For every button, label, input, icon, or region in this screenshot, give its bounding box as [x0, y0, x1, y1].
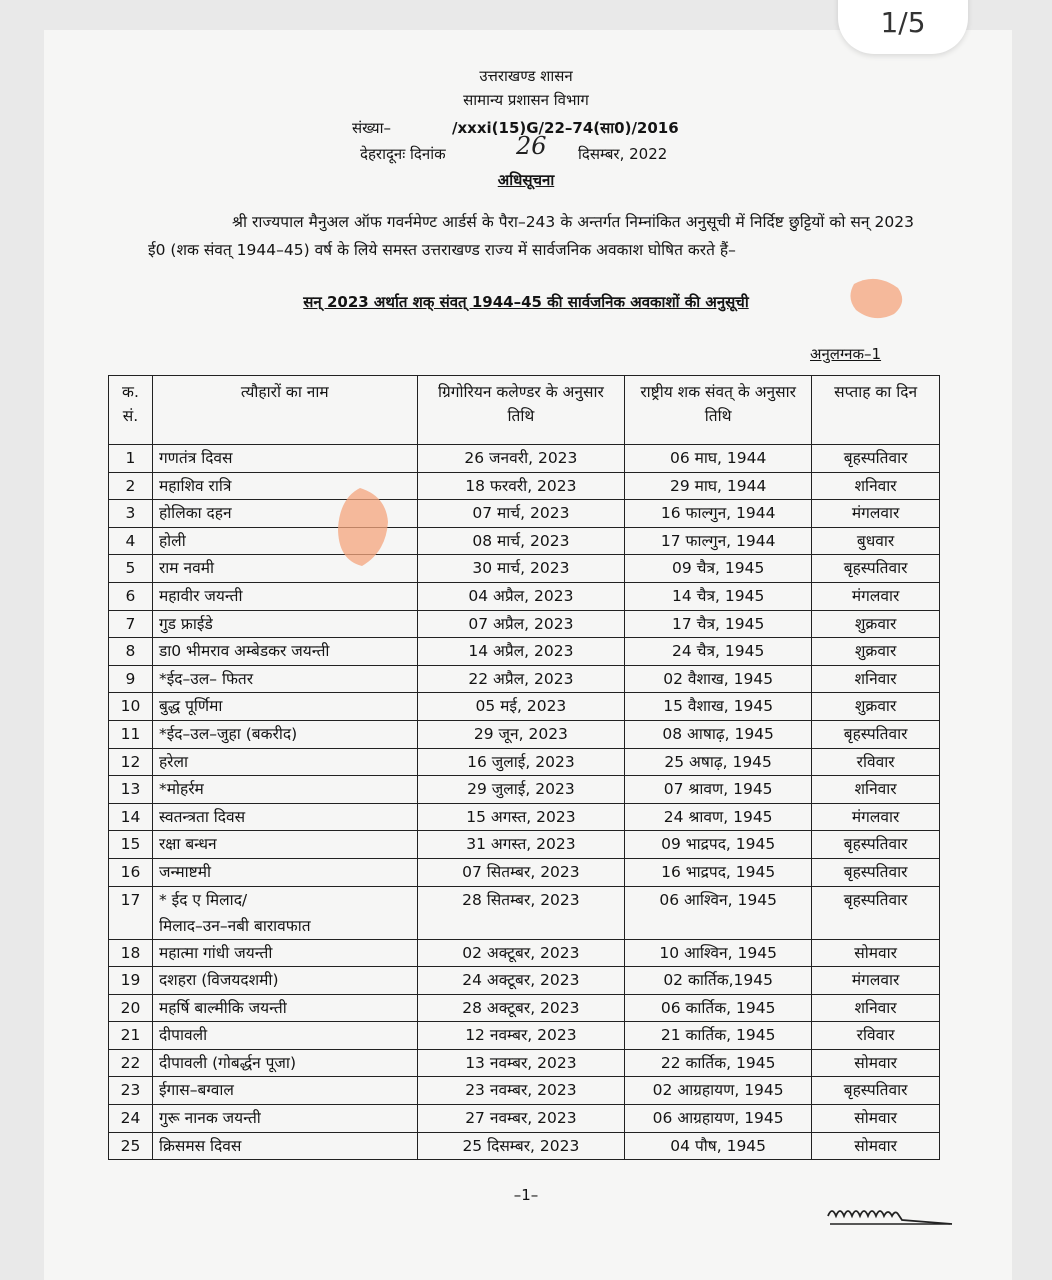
shaka-date-cell: 24 चैत्र, 1945	[625, 638, 812, 666]
table-row	[109, 858, 940, 886]
weekday-cell: बृहस्पतिवार	[812, 831, 940, 859]
table-row	[109, 886, 940, 939]
serial-cell: 22	[109, 1049, 153, 1077]
shaka-date-cell: 24 श्रावण, 1945	[625, 803, 812, 831]
table-row	[109, 967, 940, 995]
weekday-cell: सोमवार	[812, 1132, 940, 1160]
festival-name-cell: हरेला	[152, 748, 417, 776]
place-date-label: देहरादूनः दिनांक	[360, 145, 446, 163]
shaka-date-cell: 15 वैशाख, 1945	[625, 693, 812, 721]
festival-name-cell: रक्षा बन्धन	[152, 831, 417, 859]
table-row	[109, 939, 940, 967]
gregorian-date-cell: 27 नवम्बर, 2023	[417, 1105, 624, 1133]
gregorian-date-cell: 24 अक्टूबर, 2023	[417, 967, 624, 995]
table-header-row	[109, 376, 940, 445]
serial-cell: 5	[109, 555, 153, 583]
shaka-date-cell: 02 कार्तिक,1945	[625, 967, 812, 995]
ink-smudge	[336, 486, 390, 570]
weekday-cell: बृहस्पतिवार	[812, 555, 940, 583]
table-row	[109, 720, 940, 748]
table-row	[109, 1077, 940, 1105]
weekday-cell: मंगलवार	[812, 803, 940, 831]
signature-mark	[826, 1196, 976, 1230]
header-shaka-date: राष्ट्रीय शक संवत् के अनुसार तिथि	[625, 376, 812, 445]
festival-name-cell: महर्षि बाल्मीकि जयन्ती	[152, 994, 417, 1022]
shaka-date-cell: 17 चैत्र, 1945	[625, 610, 812, 638]
table-row	[109, 1049, 940, 1077]
serial-cell: 10	[109, 693, 153, 721]
weekday-cell: सोमवार	[812, 939, 940, 967]
weekday-cell: शनिवार	[812, 994, 940, 1022]
page-indicator: 1/5	[838, 0, 968, 54]
table-row	[109, 638, 940, 666]
festival-name-cell: गणतंत्र दिवस	[152, 445, 417, 473]
table-row	[109, 831, 940, 859]
shaka-date-cell: 10 आश्विन, 1945	[625, 939, 812, 967]
table-row	[109, 1132, 940, 1160]
reference-label: संख्या–	[352, 119, 392, 137]
gregorian-date-cell: 15 अगस्त, 2023	[417, 803, 624, 831]
weekday-cell: बृहस्पतिवार	[812, 720, 940, 748]
serial-cell: 25	[109, 1132, 153, 1160]
serial-cell: 8	[109, 638, 153, 666]
festival-name-cell: *मोहर्रम	[152, 776, 417, 804]
table-row	[109, 776, 940, 804]
header-serial: क. सं.	[109, 376, 153, 445]
serial-cell: 21	[109, 1022, 153, 1050]
schedule-title: सन् 2023 अर्थात शक् संवत् 1944–45 की सार्वजनिक अवकाशों की अनुसूची	[303, 293, 749, 311]
gregorian-date-cell: 07 अप्रैल, 2023	[417, 610, 624, 638]
serial-cell: 2	[109, 472, 153, 500]
gregorian-date-cell: 25 दिसम्बर, 2023	[417, 1132, 624, 1160]
serial-cell: 7	[109, 610, 153, 638]
government-name: उत्तराखण्ड शासन	[479, 67, 573, 85]
festival-name-cell: दशहरा (विजयदशमी)	[152, 967, 417, 995]
weekday-cell: शुक्रवार	[812, 693, 940, 721]
serial-cell: 19	[109, 967, 153, 995]
gregorian-date-cell: 13 नवम्बर, 2023	[417, 1049, 624, 1077]
weekday-cell: मंगलवार	[812, 582, 940, 610]
notification-body: श्री राज्यपाल मैनुअल ऑफ गवर्नमेण्ट आर्डर्स के पैरा–243 के अन्तर्गत निम्नांकित अनुसूची में निर्दिष्ट छुट्टियों को सन् 2023 ई0 (शक संवत् 1944–45) वर्ष के लिये समस्त उत्तराखण्ड राज्य में सार्वजनिक अवकाश घोषित करते हैं–	[148, 213, 914, 259]
serial-cell: 6	[109, 582, 153, 610]
gregorian-date-cell: 28 सितम्बर, 2023	[417, 886, 624, 939]
serial-cell: 20	[109, 994, 153, 1022]
notification-heading: अधिसूचना	[497, 171, 555, 189]
shaka-date-cell: 08 आषाढ़, 1945	[625, 720, 812, 748]
festival-name-cell: बुद्ध पूर्णिमा	[152, 693, 417, 721]
weekday-cell: रविवार	[812, 748, 940, 776]
shaka-date-cell: 06 आग्रहायण, 1945	[625, 1105, 812, 1133]
shaka-date-cell: 25 अषाढ़, 1945	[625, 748, 812, 776]
department-name: सामान्य प्रशासन विभाग	[463, 91, 589, 109]
holiday-table	[108, 375, 940, 1160]
serial-cell: 1	[109, 445, 153, 473]
festival-name-cell	[152, 886, 417, 939]
weekday-cell: रविवार	[812, 1022, 940, 1050]
weekday-cell: सोमवार	[812, 1105, 940, 1133]
festival-name-line: मिलाद–उन–नबी बारावफात	[158, 916, 311, 935]
weekday-cell: बृहस्पतिवार	[812, 1077, 940, 1105]
gregorian-date-cell: 31 अगस्त, 2023	[417, 831, 624, 859]
festival-name-cell: दीपावली	[152, 1022, 417, 1050]
shaka-date-cell: 22 कार्तिक, 1945	[625, 1049, 812, 1077]
shaka-date-cell: 09 भाद्रपद, 1945	[625, 831, 812, 859]
serial-cell: 4	[109, 527, 153, 555]
serial-cell: 13	[109, 776, 153, 804]
serial-cell: 16	[109, 858, 153, 886]
table-row	[109, 994, 940, 1022]
weekday-cell: मंगलवार	[812, 500, 940, 528]
weekday-cell: शनिवार	[812, 776, 940, 804]
festival-name-cell: ईगास–बग्वाल	[152, 1077, 417, 1105]
header-weekday: सप्ताह का दिन	[812, 376, 940, 445]
gregorian-date-cell: 28 अक्टूबर, 2023	[417, 994, 624, 1022]
table-row	[109, 527, 940, 555]
shaka-date-cell: 06 माघ, 1944	[625, 445, 812, 473]
table-row	[109, 803, 940, 831]
festival-name-cell: होलिका दहन	[152, 500, 417, 528]
festival-name-line: * ईद ए मिलाद/	[158, 890, 248, 909]
gregorian-date-cell: 22 अप्रैल, 2023	[417, 665, 624, 693]
serial-cell: 24	[109, 1105, 153, 1133]
table-row	[109, 472, 940, 500]
gregorian-date-cell: 07 सितम्बर, 2023	[417, 858, 624, 886]
shaka-date-cell: 16 फाल्गुन, 1944	[625, 500, 812, 528]
festival-name-cell: जन्माष्टमी	[152, 858, 417, 886]
table-row	[109, 500, 940, 528]
festival-name-cell: स्वतन्त्रता दिवस	[152, 803, 417, 831]
shaka-date-cell: 16 भाद्रपद, 1945	[625, 858, 812, 886]
weekday-cell: शनिवार	[812, 472, 940, 500]
gregorian-date-cell: 05 मई, 2023	[417, 693, 624, 721]
festival-name-cell: महात्मा गांधी जयन्ती	[152, 939, 417, 967]
shaka-date-cell: 07 श्रावण, 1945	[625, 776, 812, 804]
gregorian-date-cell: 16 जुलाई, 2023	[417, 748, 624, 776]
serial-cell: 12	[109, 748, 153, 776]
handwritten-date: 26	[516, 132, 547, 160]
shaka-date-cell: 09 चैत्र, 1945	[625, 555, 812, 583]
shaka-date-cell: 04 पौष, 1945	[625, 1132, 812, 1160]
gregorian-date-cell: 07 मार्च, 2023	[417, 500, 624, 528]
gregorian-date-cell: 29 जुलाई, 2023	[417, 776, 624, 804]
festival-name-cell: दीपावली (गोबर्द्धन पूजा)	[152, 1049, 417, 1077]
weekday-cell: बुधवार	[812, 527, 940, 555]
month-year: दिसम्बर, 2022	[578, 145, 668, 163]
serial-cell: 17	[109, 886, 153, 939]
serial-cell: 11	[109, 720, 153, 748]
gregorian-date-cell: 12 नवम्बर, 2023	[417, 1022, 624, 1050]
serial-cell: 23	[109, 1077, 153, 1105]
serial-cell: 3	[109, 500, 153, 528]
page-number: –1–	[513, 1186, 539, 1204]
serial-cell: 18	[109, 939, 153, 967]
festival-name-cell: गुड फ्राईडे	[152, 610, 417, 638]
weekday-cell: बृहस्पतिवार	[812, 886, 940, 939]
festival-name-cell: गुरू नानक जयन्ती	[152, 1105, 417, 1133]
header-gregorian-date: ग्रिगोरियन कलेण्डर के अनुसार तिथि	[417, 376, 624, 445]
ink-smudge	[848, 276, 906, 322]
shaka-date-cell: 29 माघ, 1944	[625, 472, 812, 500]
festival-name-cell: *ईद–उल–जुहा (बकरीद)	[152, 720, 417, 748]
shaka-date-cell: 17 फाल्गुन, 1944	[625, 527, 812, 555]
festival-name-cell: राम नवमी	[152, 555, 417, 583]
weekday-cell: बृहस्पतिवार	[812, 858, 940, 886]
table-row	[109, 445, 940, 473]
table-row	[109, 748, 940, 776]
weekday-cell: शनिवार	[812, 665, 940, 693]
festival-name-cell: महाशिव रात्रि	[152, 472, 417, 500]
table-row	[109, 610, 940, 638]
shaka-date-cell: 02 वैशाख, 1945	[625, 665, 812, 693]
reference-number: /xxxi(15)G/22–74(सा0)/2016	[452, 119, 679, 137]
festival-name-cell: क्रिसमस दिवस	[152, 1132, 417, 1160]
gregorian-date-cell: 02 अक्टूबर, 2023	[417, 939, 624, 967]
gregorian-date-cell: 30 मार्च, 2023	[417, 555, 624, 583]
festival-name-cell: *ईद–उल– फितर	[152, 665, 417, 693]
shaka-date-cell: 06 कार्तिक, 1945	[625, 994, 812, 1022]
weekday-cell: मंगलवार	[812, 967, 940, 995]
table-row	[109, 1105, 940, 1133]
weekday-cell: शुक्रवार	[812, 610, 940, 638]
table-row	[109, 665, 940, 693]
annexure-label: अनुलग्नक–1	[810, 345, 882, 363]
shaka-date-cell: 06 आश्विन, 1945	[625, 886, 812, 939]
festival-name-cell: डा0 भीमराव अम्बेडकर जयन्ती	[152, 638, 417, 666]
table-row	[109, 582, 940, 610]
festival-name-cell: महावीर जयन्ती	[152, 582, 417, 610]
header-festival-name: त्यौहारों का नाम	[152, 376, 417, 445]
shaka-date-cell: 02 आग्रहायण, 1945	[625, 1077, 812, 1105]
gregorian-date-cell: 14 अप्रैल, 2023	[417, 638, 624, 666]
weekday-cell: बृहस्पतिवार	[812, 445, 940, 473]
serial-cell: 14	[109, 803, 153, 831]
serial-cell: 9	[109, 665, 153, 693]
gregorian-date-cell: 26 जनवरी, 2023	[417, 445, 624, 473]
holiday-table-body	[109, 445, 940, 1160]
serial-cell: 15	[109, 831, 153, 859]
festival-name-cell: होली	[152, 527, 417, 555]
gregorian-date-cell: 23 नवम्बर, 2023	[417, 1077, 624, 1105]
shaka-date-cell: 21 कार्तिक, 1945	[625, 1022, 812, 1050]
shaka-date-cell: 14 चैत्र, 1945	[625, 582, 812, 610]
weekday-cell: सोमवार	[812, 1049, 940, 1077]
table-row	[109, 693, 940, 721]
table-row	[109, 1022, 940, 1050]
gregorian-date-cell: 04 अप्रैल, 2023	[417, 582, 624, 610]
gregorian-date-cell: 18 फरवरी, 2023	[417, 472, 624, 500]
table-row	[109, 555, 940, 583]
gregorian-date-cell: 08 मार्च, 2023	[417, 527, 624, 555]
weekday-cell: शुक्रवार	[812, 638, 940, 666]
gregorian-date-cell: 29 जून, 2023	[417, 720, 624, 748]
